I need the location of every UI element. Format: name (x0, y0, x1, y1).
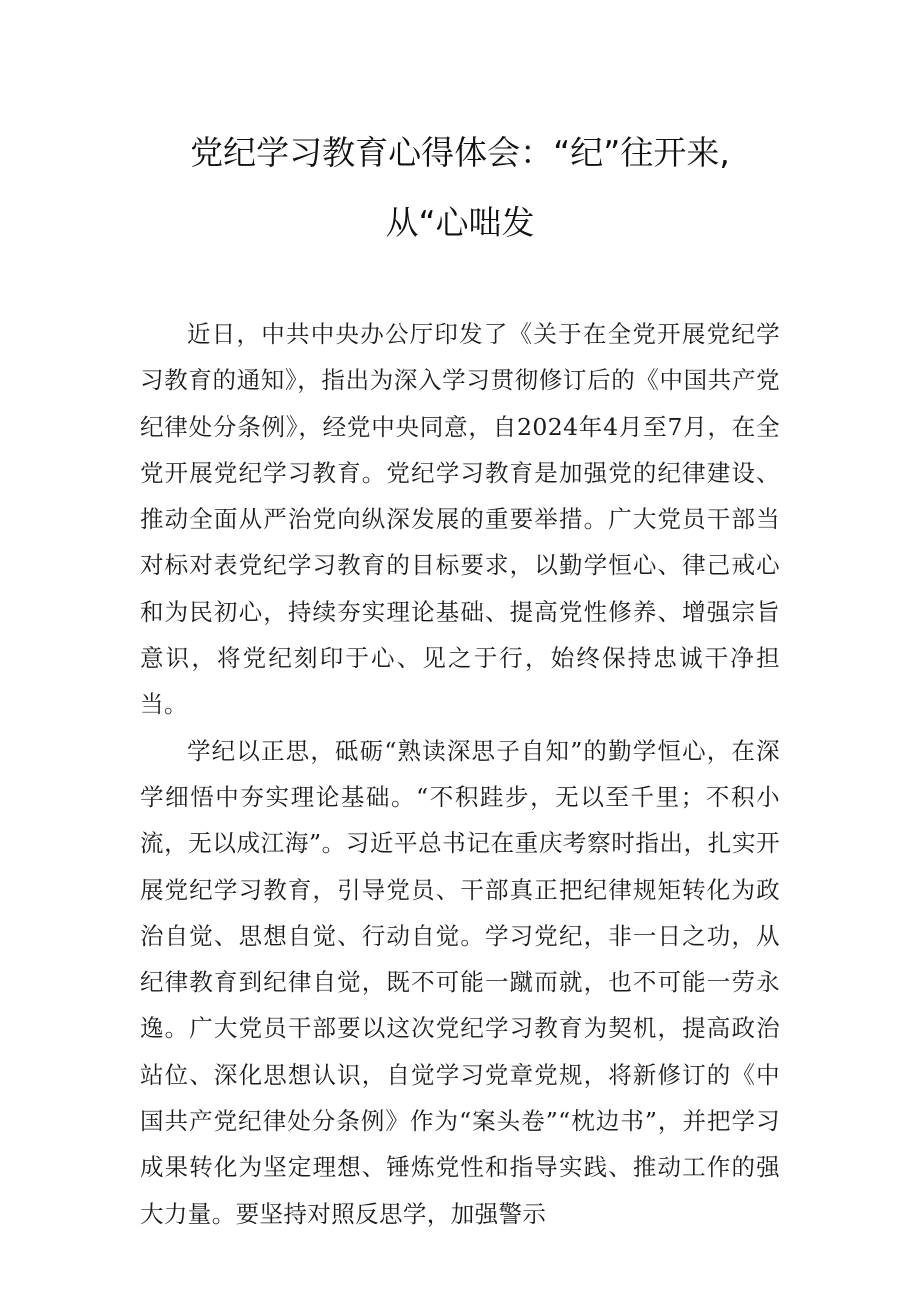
paragraph-1: 近日，中共中央办公厅印发了《关于在全党开展党纪学习教育的通知》，指出为深入学习贯彻修订后的《中国共产党纪律处分条例》，经党中央同意，自2024年4月至7月，在全党开展党纪学习教育。党纪学习教育是加强党的纪律建设、推动全面从严治党向纵深发展的重要举措。广大党员干部当对标对表党纪学习教育的目标要求，以勤学恒心、律己戒心和为民初心，持续夯实理论基础、提高党性修养、增强宗旨意识，将党纪刻印于心、见之于行，始终保持忠诚干净担当。 (140, 320, 780, 719)
paragraph-2: 学纪以正思，砥砺“熟读深思子自知”的勤学恒心，在深学细悟中夯实理论基础。“不积跬步，无以至千里；不积小流，无以成江海”。习近平总书记在重庆考察时指出，扎实开展党纪学习教育，引导党员、干部真正把纪律规矩转化为政治自觉、思想自觉、行动自觉。学习党纪，非一日之功，从纪律教育到纪律自觉，既不可能一蹴而就，也不可能一劳永逸。广大党员干部要以这次党纪学习教育为契机，提高政治站位、深化思想认识，自觉学习党章党规，将新修订的《中国共产党纪律处分条例》作为“案头卷”“枕边书”，并把学习成果转化为坚定理想、锤炼党性和指导实践、推动工作的强大力量。要坚持对照反思学，加强警示 (140, 736, 780, 1228)
document-title-line-2: 从“心咄发 (385, 203, 535, 242)
document-title-line-1: 党纪学习教育心得体会：“纪”往开来, (190, 133, 730, 172)
document-body (140, 311, 780, 1237)
